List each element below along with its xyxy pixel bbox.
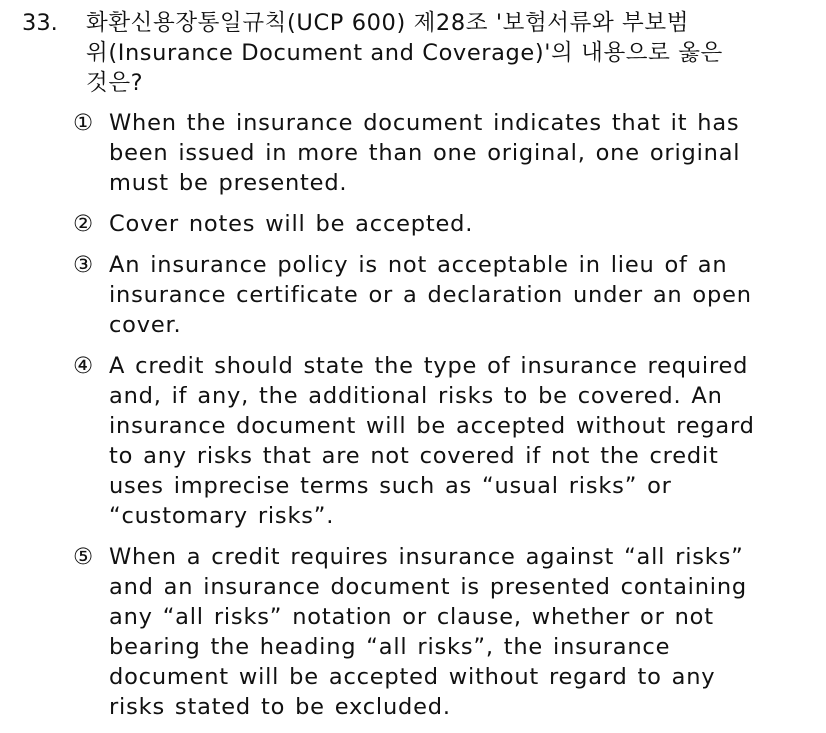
option-line: any “all risks” notation or clause, whether or not <box>109 604 714 630</box>
option-line: “customary risks”. <box>109 503 335 529</box>
option-line: insurance document will be accepted without regard <box>109 413 755 439</box>
question-33 <box>22 8 822 98</box>
option-1[interactable] <box>73 108 818 198</box>
option-4-text <box>109 351 818 531</box>
option-2[interactable] <box>73 209 818 239</box>
option-3[interactable] <box>73 250 818 340</box>
option-4[interactable] <box>73 351 818 531</box>
option-5[interactable] <box>73 542 818 722</box>
option-1-text <box>109 108 818 198</box>
option-line: When a credit requires insurance against “all risks” <box>109 544 744 570</box>
option-line: When the insurance document indicates that it has <box>109 110 740 136</box>
question-number: 33. <box>22 10 58 36</box>
option-5-marker: ⑤ <box>73 544 94 570</box>
option-2-text <box>109 209 818 239</box>
question-text-line: 화환신용장통일규칙(UCP 600) 제28조 '보험서류와 부보범 <box>86 10 690 36</box>
option-line: An insurance policy is not acceptable in lieu of an <box>109 252 728 278</box>
option-line: and an insurance document is presented containing <box>109 574 747 600</box>
option-line: document will be accepted without regard to any <box>109 664 716 690</box>
option-line: and, if any, the additional risks to be covered. An <box>109 383 723 409</box>
option-4-marker: ④ <box>73 353 94 379</box>
option-3-marker: ③ <box>73 252 94 278</box>
answer-options <box>73 108 818 733</box>
option-line: must be presented. <box>109 170 348 196</box>
option-3-text <box>109 250 818 340</box>
option-line: cover. <box>109 312 182 338</box>
question-text-line: 것은? <box>86 70 144 96</box>
option-1-marker: ① <box>73 110 94 136</box>
option-line: A credit should state the type of insurance required <box>109 353 749 379</box>
option-line: bearing the heading “all risks”, the insurance <box>109 634 671 660</box>
option-line: to any risks that are not covered if not the credit <box>109 443 719 469</box>
question-header <box>22 8 822 98</box>
option-line: uses imprecise terms such as “usual risks” or <box>109 473 672 499</box>
question-text-line: 위(Insurance Document and Coverage)'의 내용으로 옳은 <box>86 40 723 66</box>
option-line: been issued in more than one original, one original <box>109 140 741 166</box>
option-line: insurance certificate or a declaration under an open <box>109 282 752 308</box>
option-5-text <box>109 542 818 722</box>
option-2-marker: ② <box>73 211 94 237</box>
question-text <box>86 8 822 98</box>
option-line: Cover notes will be accepted. <box>109 211 474 237</box>
option-line: risks stated to be excluded. <box>109 694 451 720</box>
